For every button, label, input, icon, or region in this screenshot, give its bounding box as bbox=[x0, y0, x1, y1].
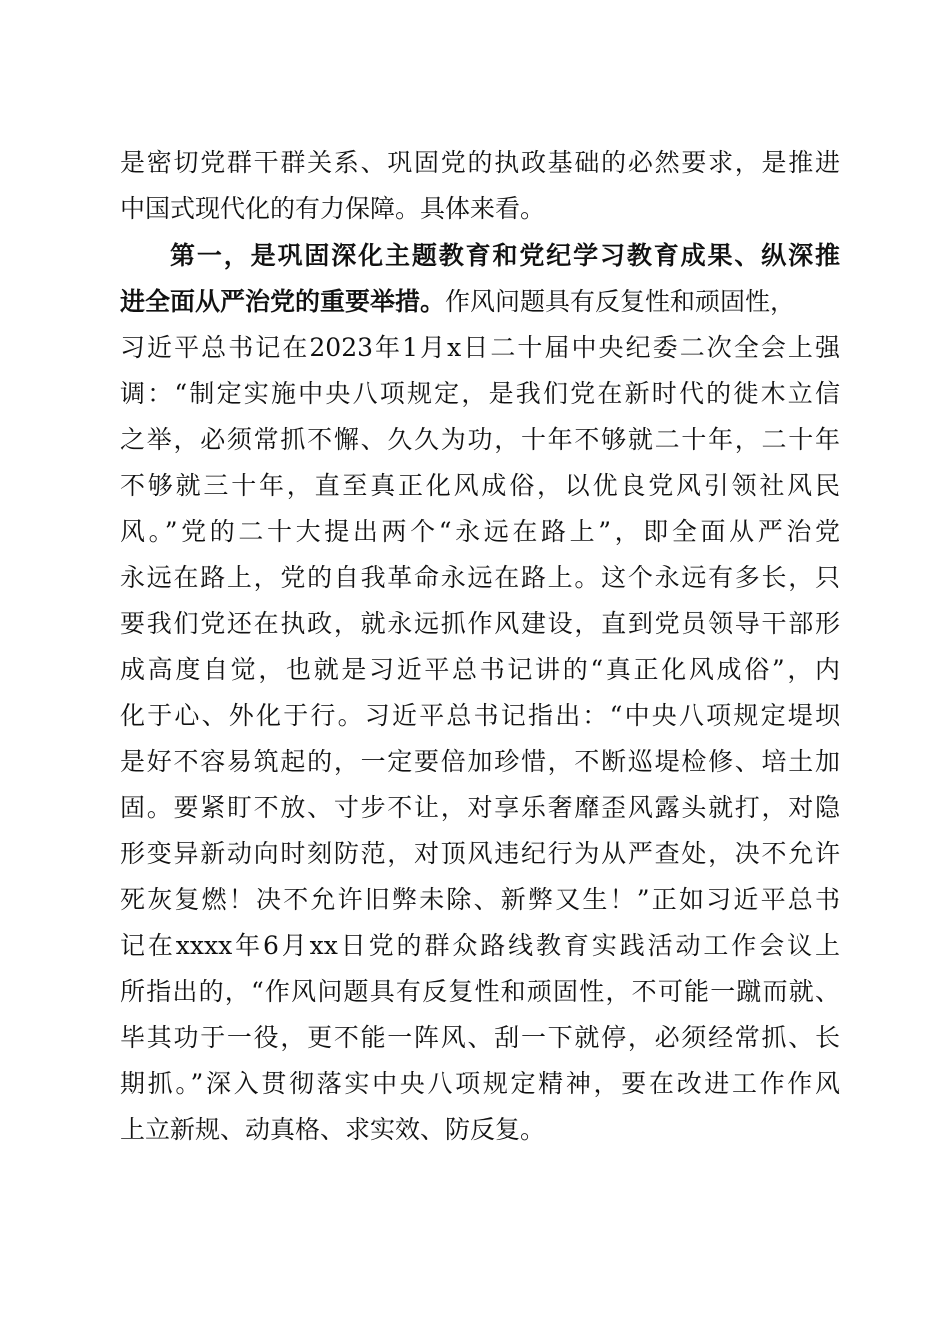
section-heading-tail: 进全面从严治党的重要举措。 bbox=[120, 287, 446, 316]
paragraph-line: 中国式现代化的有力保障。具体来看。 bbox=[120, 194, 546, 223]
paragraph-line: 固。要紧盯不放、寸步不让，对享乐奢靡歪风露头就打，对隐 bbox=[120, 793, 840, 822]
paragraph-line-mixed bbox=[120, 279, 840, 325]
paragraph-line: 上立新规、动真格、求实效、防反复。 bbox=[120, 1115, 546, 1144]
paragraph-line: 是密切党群干群关系、巩固党的执政基础的必然要求，是推进 bbox=[120, 148, 840, 177]
paragraph-line: 习近平总书记在2023年1月x日二十届中央纪委二次全会上强 bbox=[120, 333, 840, 362]
paragraph-text: 作风问题具有反复性和顽固性， bbox=[445, 287, 796, 316]
paragraph-line: 不够就三十年，直至真正化风成俗，以优良党风引领社风民 bbox=[120, 471, 840, 500]
paragraph-line: 永远在路上，党的自我革命永远在路上。这个永远有多长，只 bbox=[120, 563, 840, 592]
paragraph-line: 成高度自觉，也就是习近平总书记讲的“真正化风成俗”，内 bbox=[120, 655, 840, 684]
paragraph-line: 毕其功于一役，更不能一阵风、刮一下就停，必须经常抓、长 bbox=[120, 1023, 840, 1052]
paragraph-line: 形变异新动向时刻防范，对顶风违纪行为从严查处，决不允许 bbox=[120, 839, 840, 868]
paragraph-line: 调：“制定实施中央八项规定，是我们党在新时代的徙木立信 bbox=[120, 379, 840, 408]
paragraph-line: 所指出的，“作风问题具有反复性和顽固性，不可能一蹴而就、 bbox=[120, 977, 840, 1006]
paragraph-line: 记在xxxx年6月xx日党的群众路线教育实践活动工作会议上 bbox=[120, 931, 840, 960]
paragraph-line: 要我们党还在执政，就永远抓作风建设，直到党员领导干部形 bbox=[120, 609, 840, 638]
paragraph-line: 死灰复燃！决不允许旧弊未除、新弊又生！”正如习近平总书 bbox=[120, 885, 840, 914]
paragraph-line: 之举，必须常抓不懈、久久为功，十年不够就二十年，二十年 bbox=[120, 425, 840, 454]
section-heading-line: 第一，是巩固深化主题教育和党纪学习教育成果、纵深推 bbox=[170, 241, 840, 270]
paragraph-line: 化于心、外化于行。习近平总书记指出：“中央八项规定堤坝 bbox=[120, 701, 840, 730]
paragraph-line: 是好不容易筑起的，一定要倍加珍惜，不断巡堤检修、培土加 bbox=[120, 747, 840, 776]
paragraph-line: 风。”党的二十大提出两个“永远在路上”，即全面从严治党 bbox=[120, 517, 840, 546]
paragraph-line: 期抓。”深入贯彻落实中央八项规定精神，要在改进工作作风 bbox=[120, 1069, 840, 1098]
